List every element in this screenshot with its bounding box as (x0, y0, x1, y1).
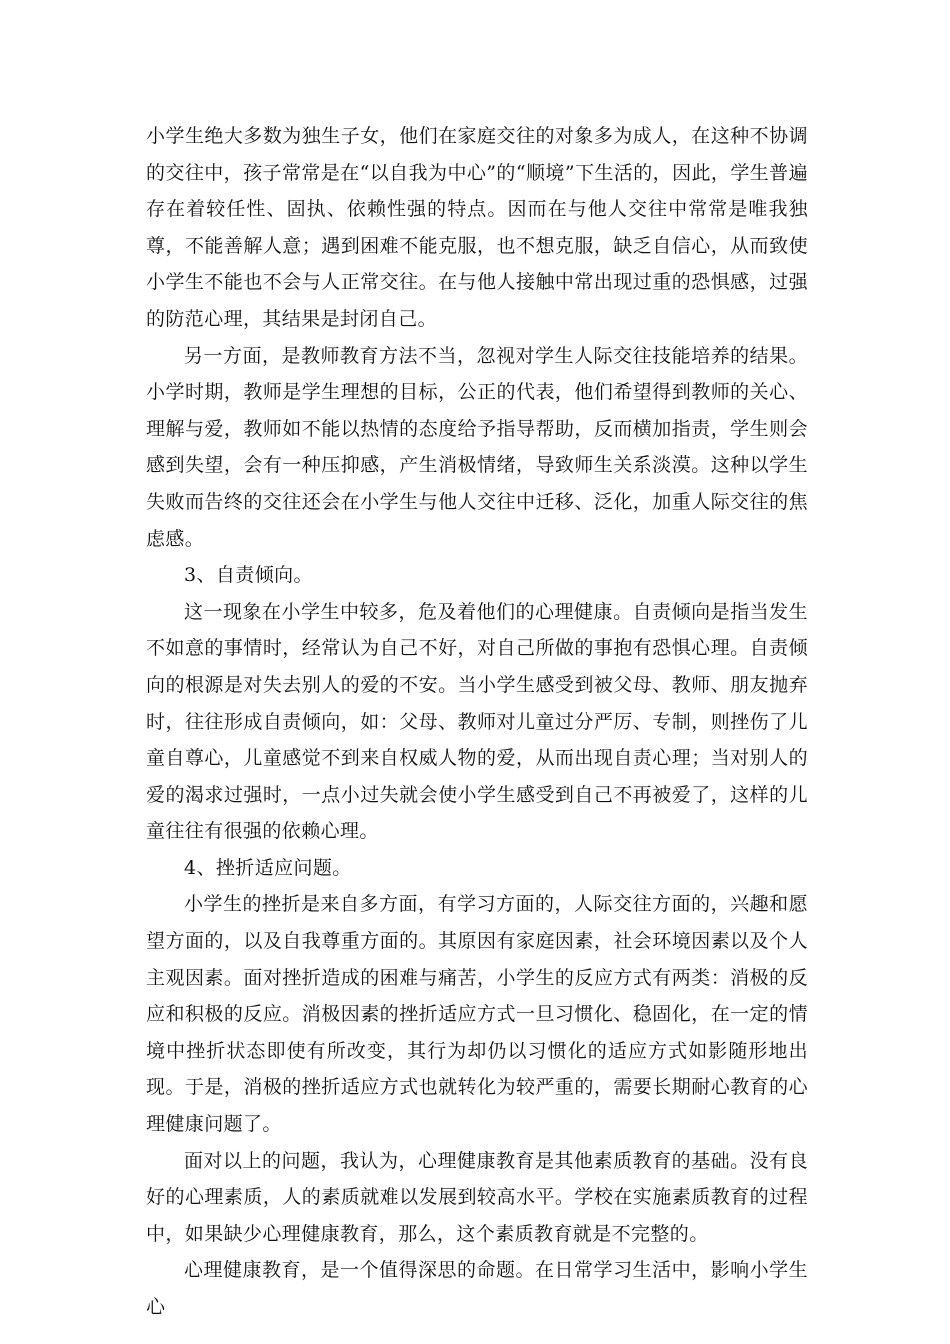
paragraph-self-blame: 这一现象在小学生中较多，危及着他们的心理健康。自责倾向是指当发生不如意的事情时，经常认为自己不好，对自己所做的事抱有恐惧心理。自责倾向的根源是对失去别人的爱的不安。当小学生感受到被父母、教师、朋友抛弃时，往往形成自责倾向，如：父母、教师对儿童过分严厉、专制，则挫伤了儿童自尊心，儿童感觉不到来自权威人物的爱，从而出现自责心理；当对别人的爱的渴求过强时，一点小过失就会使小学生感受到自己不再被爱了，这样的儿童往往有很强的依赖心理。 (146, 600, 808, 843)
section-heading-frustration: 4、挫折适应问题。 (184, 856, 352, 879)
section-heading-self-blame: 3、自责倾向。 (184, 564, 313, 587)
paragraph-frustration: 小学生的挫折是来自多方面，有学习方面的，人际交往方面的，兴趣和愿望方面的，以及自我尊重方面的。其原因有家庭因素，社会环境因素以及个人主观因素。面对挫折造成的困难与痛苦，小学生的反应方式有两类：消极的反应和积极的反应。消极因素的挫折适应方式一旦习惯化、稳固化，在一定的情境中挫折状态即使有所改变，其行为却仍以习惯化的适应方式如影随形地出现。于是，消极的挫折适应方式也就转化为较严重的，需要长期耐心教育的心理健康问题了。 (146, 893, 808, 1136)
paragraph-mental-health-topic: 心理健康教育，是一个值得深思的命题。在日常学习生活中，影响小学生心 (146, 1259, 808, 1318)
paragraph-only-child-intro: 小学生绝大多数为独生子女，他们在家庭交往的对象多为成人，在这种不协调的交往中，孩子常常是在“以自我为中心”的“顺境”下生活的，因此，学生普遍存在着较任性、固执、依赖性强的特点。因而在与他人交往中常常是唯我独尊，不能善解人意；遇到困难不能克服，也不想克服，缺乏自信心，从而致使小学生不能也不会与人正常交往。在与他人接触中常出现过重的恐惧感，过强的防范心理，其结果是封闭自己。 (146, 125, 808, 330)
document-body (146, 118, 808, 1326)
paragraph-mental-health-basis: 面对以上的问题，我认为，心理健康教育是其他素质教育的基础。没有良好的心理素质，人的素质就难以发展到较高水平。学校在实施素质教育的过程中，如果缺少心理健康教育，那么，这个素质教育就是不完整的。 (146, 1149, 808, 1245)
paragraph-teacher-methods: 另一方面，是教师教育方法不当，忽视对学生人际交往技能培养的结果。小学时期，教师是学生理想的目标，公正的代表，他们希望得到教师的关心、理解与爱，教师如不能以热情的态度给予指导帮助，反而横加指责，学生则会感到失望，会有一种压抑感，产生消极情绪，导致师生关系淡漠。这种以学生失败而告终的交往还会在小学生与他人交往中迁移、泛化，加重人际交往的焦虑感。 (146, 344, 808, 550)
